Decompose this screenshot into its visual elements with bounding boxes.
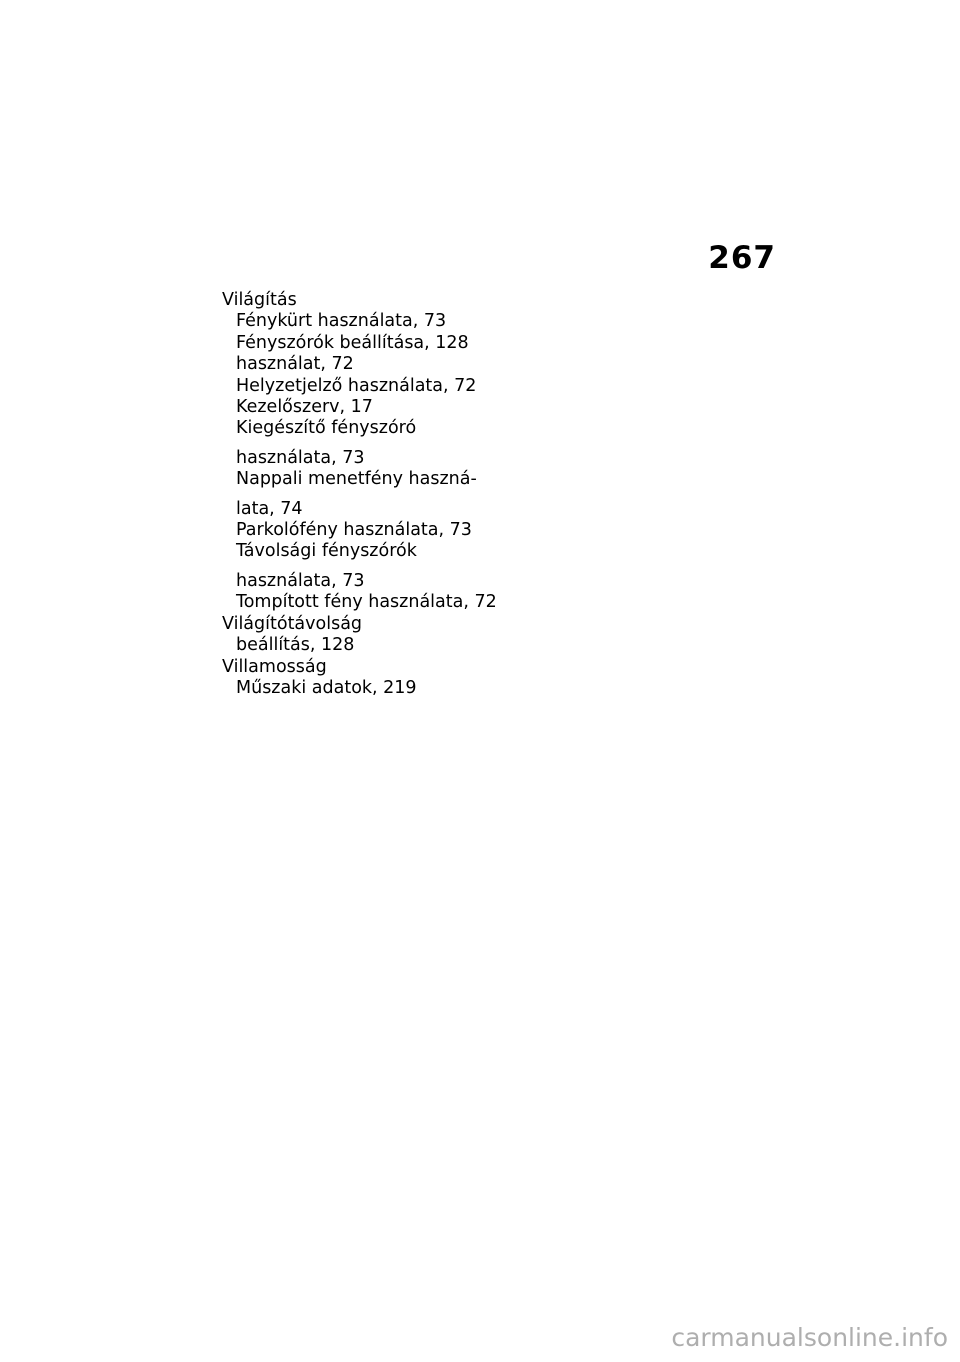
- index-subentry: Kiegészítő fényszóró: [236, 418, 417, 439]
- index-entry-heading: Világítás: [222, 290, 297, 310]
- index-subentry: Tompított fény használata, 72: [236, 592, 497, 613]
- index-subentry: Kezelőszerv, 17: [236, 397, 373, 418]
- index-list: [222, 290, 522, 699]
- index-subentry: Fényszórók beállítása, 128: [236, 332, 469, 353]
- index-subentry: Parkolófény használata, 73: [236, 520, 472, 541]
- index-subentry: Fénykürt használata, 73: [236, 311, 447, 332]
- index-subentry: Műszaki adatok, 219: [236, 677, 417, 698]
- index-entry-heading: Világítótávolság: [222, 613, 363, 634]
- index-subentry-continuation: lata, 74: [236, 498, 303, 519]
- page-number: 267: [708, 240, 776, 276]
- index-entry-heading: Villamosság: [222, 656, 327, 677]
- index-subentry: Helyzetjelző használata, 72: [236, 375, 477, 396]
- index-subentry: Távolsági fényszórók: [236, 541, 417, 562]
- index-subentry-continuation: használata, 73: [236, 447, 365, 468]
- index-subentry: használat, 72: [236, 354, 354, 375]
- index-subentry: beállítás, 128: [236, 635, 355, 656]
- index-subentry-continuation: használata, 73: [236, 570, 365, 591]
- watermark: carmanualsonline.info: [671, 1323, 948, 1352]
- index-subentry: Nappali menetfény haszná-: [236, 469, 477, 490]
